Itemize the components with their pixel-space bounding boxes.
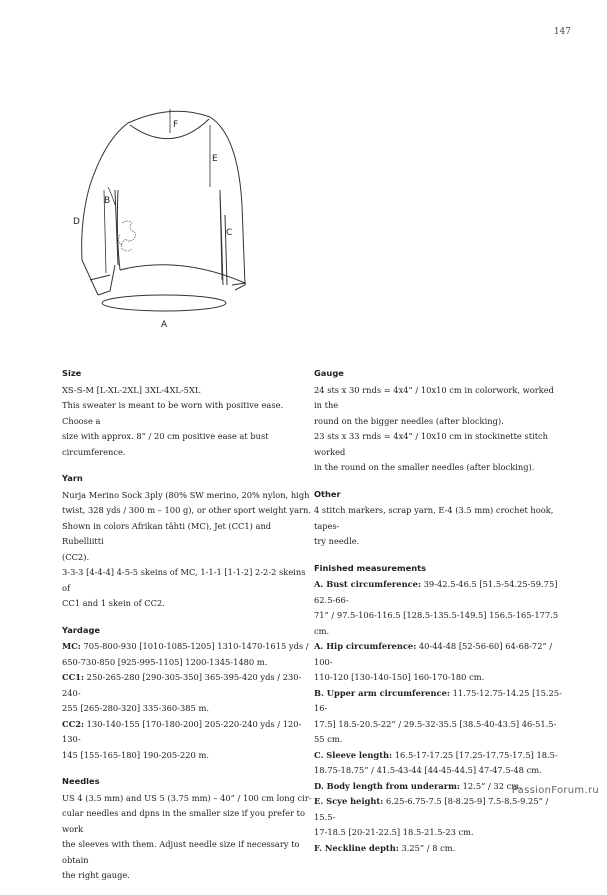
measure-label: F. Neckline depth:	[314, 842, 399, 853]
other-heading: Other	[314, 488, 341, 499]
gauge-line: round on the bigger needles (after blocking).	[314, 415, 504, 426]
measure-bust	[314, 577, 564, 608]
measure-label: D. Body length from underarm:	[314, 780, 460, 791]
needles-section	[62, 774, 312, 884]
yardage-mc-value: 705-800-930 [1010-1085-1205] 1310-1470-1615 yds /	[80, 641, 309, 651]
yardage-cc1-value: 250-265-280 [290-305-350] 365-395-420 yds / 230-240-	[62, 672, 302, 698]
size-line: XS-S-M [L-XL-2XL] 3XL-4XL-5XL	[62, 384, 201, 395]
other-line: try needle.	[314, 536, 360, 546]
measure-label: C. Sleeve length:	[314, 749, 393, 760]
yarn-line: twist, 328 yds / 300 m – 100 g), or other sport weight yarn.	[62, 505, 311, 515]
yardage-cc2-value: 130-140-155 [170-180-200] 205-220-240 yds / 120-130-	[62, 718, 302, 744]
yardage-mc	[62, 639, 312, 655]
yarn-heading: Yarn	[62, 473, 83, 483]
yardage-cc1-label: CC1:	[62, 672, 85, 682]
measure-cont: 17-18.5 [20-21-22.5] 18.5-21.5-23 cm.	[314, 827, 474, 837]
yardage-section	[62, 623, 312, 764]
yarn-line: CC1 and 1 skein of CC2.	[62, 598, 165, 608]
gauge-line: 23 sts x 33 rnds = 4x4” / 10x10 cm in stockinette stitch worked	[314, 431, 551, 457]
yardage-heading: Yardage	[62, 624, 101, 635]
label-c: C	[226, 228, 233, 238]
yardage-cc2	[62, 717, 312, 748]
needles-heading: Needles	[62, 776, 100, 786]
label-e: E	[212, 154, 218, 164]
label-d: D	[73, 217, 80, 227]
gauge-heading: Gauge	[314, 368, 344, 378]
measure-label: A. Hip circumference:	[314, 641, 417, 651]
measure-scye	[314, 794, 564, 825]
label-a: A	[161, 320, 168, 330]
measure-value: 40-44-48 [52-56-60] 64-68-72” / 100-	[314, 641, 555, 667]
left-column	[62, 366, 312, 895]
page-number: 147	[553, 27, 571, 37]
measure-cont: 110-120 [130-140-150] 160-170-180 cm.	[314, 672, 485, 682]
yarn-section	[62, 471, 312, 612]
measure-cont: 17.5] 18.5-20.5-22” / 29.5-32-35.5 [38.5-40-43.5] 46-51.5-55 cm.	[314, 718, 557, 744]
measure-neckline	[314, 841, 564, 857]
measure-value: 11.75-12.75-14.25 [15.25-16-	[314, 687, 562, 713]
measure-label: B. Upper arm circumference:	[314, 687, 450, 698]
yardage-cc2-cont: 145 [155-165-180] 190-205-220 m.	[62, 749, 209, 760]
yardage-cc2-label: CC2:	[62, 718, 85, 729]
yardage-cc1-cont: 255 [265-280-320] 335-360-385 m.	[62, 703, 209, 713]
watermark: PassionForum.ru	[511, 785, 599, 796]
gauge-line: in the round on the smaller needles (after blocking).	[314, 462, 535, 472]
finished-measurements-section	[314, 561, 564, 857]
measure-hip	[314, 639, 564, 670]
measure-sleeve	[314, 748, 564, 764]
size-heading: Size	[62, 368, 82, 378]
measure-value: 12.5” / 32 cm.	[460, 780, 522, 791]
finished-heading: Finished measurements	[314, 562, 427, 573]
size-section	[62, 366, 312, 460]
yarn-line: 3-3-3 [4-4-4] 4-5-5 skeins of MC, 1-1-1 [1-1-2] 2-2-2 skeins of	[62, 567, 309, 593]
needles-line: the right gauge.	[62, 870, 130, 880]
gauge-line: 24 sts x 30 rnds = 4x4” / 10x10 cm in colorwork, worked in the	[314, 384, 557, 410]
yardage-cc1	[62, 670, 312, 701]
measure-value: 16.5-17-17.25 [17.25-17.75-17.5] 18.5-	[392, 749, 558, 760]
size-line: This sweater is meant to be worn with positive ease. Choose a	[62, 400, 286, 426]
measure-label: E. Scye height:	[314, 796, 384, 806]
measure-label: A. Bust circumference:	[314, 579, 422, 589]
measure-value: 6.25-6.75-7.5 [8-8.25-9] 7.5-8.5-9.25” / 15.5-	[314, 796, 551, 822]
yarn-line: (CC2).	[62, 551, 90, 562]
yarn-line: Shown in colors Afrikan tähti (MC), Jet (CC1) and Rubelliitti	[62, 520, 274, 546]
label-f: F	[173, 120, 179, 130]
sweater-schematic	[60, 95, 290, 340]
yarn-line: Nurja Merino Sock 3ply (80% SW merino, 20% nylon, high	[62, 489, 310, 500]
size-line: size with approx. 8” / 20 cm positive ease at bust circumference.	[62, 431, 272, 457]
measure-upper-arm	[314, 686, 564, 717]
needles-line: US 4 (3.5 mm) and US 5 (3.75 mm) – 40” / 100 cm long cir-	[62, 792, 312, 803]
yardage-mc-cont: 650-730-850 [925-995-1105] 1200-1345-1480 m.	[62, 656, 268, 667]
measure-value: 39-42.5-46.5 [51.5-54.25-59.75] 62.5-66-	[314, 579, 561, 605]
gauge-section	[314, 366, 564, 476]
measure-value: 3.25” / 8 cm.	[398, 842, 456, 853]
yardage-mc-label: MC:	[62, 641, 81, 651]
other-section	[314, 487, 564, 550]
other-line: 4 stitch markers, scrap yarn, E-4 (3.5 mm) crochet hook, tapes-	[314, 505, 557, 531]
measure-cont: 71” / 97.5-106-116.5 [128.5-135.5-149.5] 156.5-165-177.5 cm.	[314, 610, 561, 636]
measure-cont: 18.75-18.75” / 41.5-43-44 [44-45-44.5] 47-47.5-48 cm.	[314, 765, 542, 775]
needles-line: the sleeves with them. Adjust needle size if necessary to obtain	[62, 839, 303, 865]
label-b: B	[104, 196, 111, 206]
needles-line: cular needles and dpns in the smaller size if you prefer to work	[62, 808, 308, 834]
